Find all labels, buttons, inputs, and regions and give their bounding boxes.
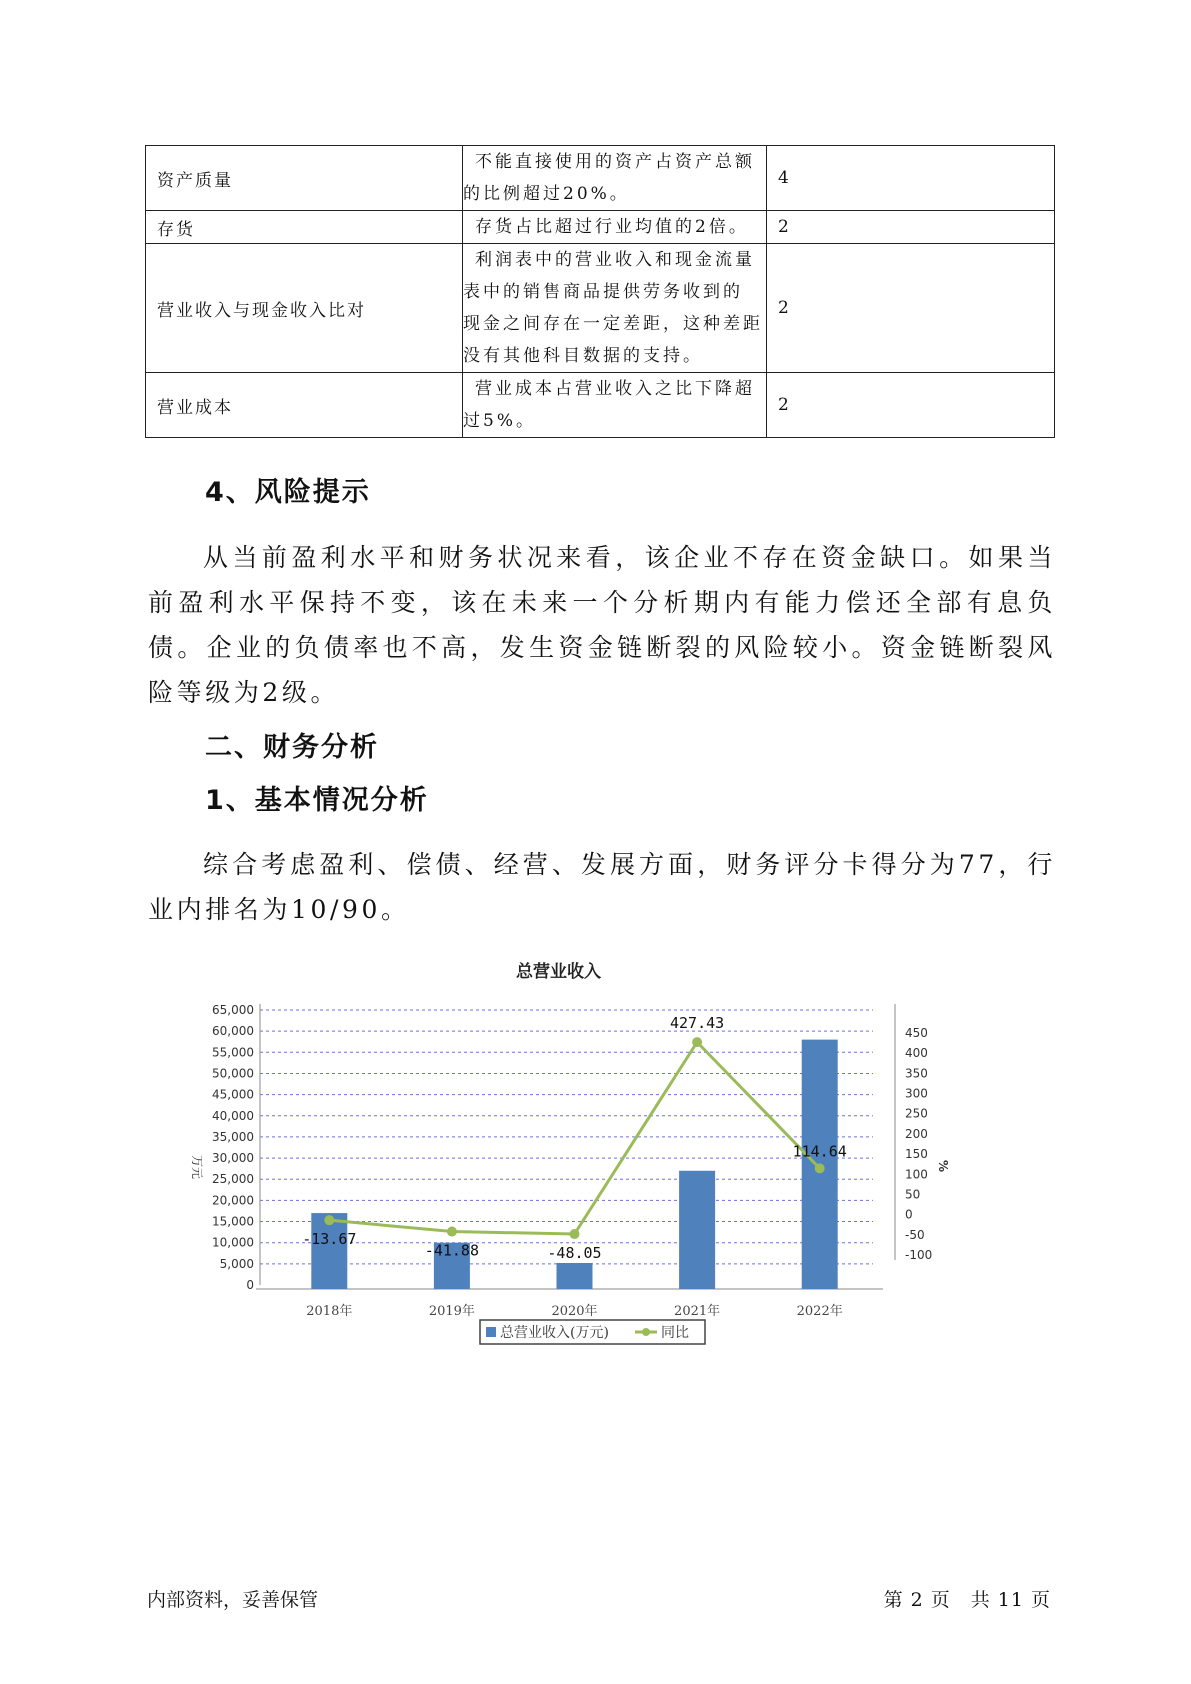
y-tick-label: 40,000 [212,1108,254,1123]
table-cell-score: 4 [767,146,1055,211]
table-cell-item: 营业收入与现金收入比对 [146,244,463,373]
x-tick-label: 2018年 [306,1304,353,1319]
description-line: 现金之间存在一定差距，这种差距 [463,314,763,334]
table-cell-score: 2 [767,244,1055,373]
basic-analysis-paragraph: 综合考虑盈利、偿债、经营、发展方面，财务评分卡得分为77，行业内排名为10/90。 [148,850,1056,924]
table-cell-item: 营业成本 [146,373,463,438]
table-cell-score: 2 [767,211,1055,244]
description-line: 过5%。 [463,411,536,431]
y2-tick-label: 200 [905,1126,928,1141]
table-row [146,373,1055,438]
y2-tick-label: 150 [905,1147,928,1162]
y-tick-label: 5,000 [219,1256,254,1271]
y2-tick-label: 0 [905,1207,913,1222]
risk-paragraph: 从当前盈利水平和财务状况来看，该企业不存在资金缺口。如果当前盈利水平保持不变，该在未来一个分析期内有能力偿还全部有息负债。企业的负债率也不高，发生资金链断裂的风险较小。资金链断裂风险等级为2级。 [148,543,1056,707]
table-row [146,244,1055,373]
point-yoy [447,1227,457,1237]
legend-label-yoy: 同比 [661,1325,689,1341]
data-label-yoy: -41.88 [424,1241,479,1260]
table-cell-description [463,211,767,244]
y-tick-label: 45,000 [212,1087,254,1102]
description-line: 不能直接使用的资产占资产总额 [475,152,755,172]
legend-label-revenue: 总营业收入(万元) [500,1325,609,1341]
point-yoy [570,1229,580,1239]
point-yoy [692,1037,702,1047]
line-yoy [329,1042,819,1234]
x-tick-label: 2021年 [674,1304,721,1319]
description-line: 存货占比超过行业均值的2倍。 [475,217,749,237]
section-heading-finance: 二、财务分析 [205,732,379,763]
sub-heading-basic-analysis: 1、基本情况分析 [205,785,429,816]
point-yoy [324,1215,334,1225]
y2-tick-label: -100 [905,1248,933,1262]
y-tick-label: 60,000 [212,1024,254,1039]
description-line: 的比例超过20%。 [463,184,630,204]
table-cell-description [463,244,767,373]
y2-tick-label: -50 [905,1227,925,1242]
y-tick-label: 15,000 [212,1214,254,1229]
y-tick-label: 55,000 [212,1045,254,1060]
data-label-yoy: -13.67 [302,1230,357,1249]
table-cell-item: 存货 [146,211,463,244]
x-tick-label: 2020年 [551,1304,598,1319]
risk-indicator-table [145,145,1055,438]
y2-tick-label: 250 [905,1106,928,1121]
bar-revenue [557,1263,593,1289]
x-tick-label: 2022年 [796,1304,843,1319]
bar-revenue [679,1171,715,1289]
y2-tick-label: 400 [905,1046,928,1061]
data-label-yoy: 427.43 [670,1014,725,1033]
section-heading-risk: 4、风险提示 [205,477,371,508]
y2-tick-label: 300 [905,1086,928,1101]
table-row [146,211,1055,244]
y-tick-label: 10,000 [212,1235,254,1250]
y-tick-label: 35,000 [212,1129,254,1144]
table-cell-description [463,146,767,211]
y2-tick-label: 50 [905,1187,921,1202]
footer-page-number: 第 2 页 共 11 页 [883,1589,1051,1611]
legend-marker-yoy [642,1328,650,1336]
table-cell-item: 资产质量 [146,146,463,211]
chart-title: 总营业收入 [516,962,601,982]
x-tick-label: 2019年 [428,1304,475,1319]
y2-tick-label: 100 [905,1167,928,1182]
point-yoy [815,1163,825,1173]
table-cell-description [463,373,767,438]
data-label-yoy: 114.64 [792,1142,847,1161]
description-line: 表中的销售商品提供劳务收到的 [463,282,743,302]
y2-axis-title: % [936,1160,950,1173]
y-tick-label: 25,000 [212,1172,254,1187]
y2-tick-label: 350 [905,1066,928,1081]
y-tick-label: 65,000 [212,1003,254,1017]
y-tick-label: 20,000 [212,1193,254,1208]
description-line: 利润表中的营业收入和现金流量 [475,250,755,270]
legend-swatch-revenue [486,1327,496,1337]
y-axis-title: 万元 [190,1155,204,1180]
y-tick-label: 30,000 [212,1151,254,1166]
y-tick-label: 50,000 [212,1066,254,1081]
description-line: 没有其他科目数据的支持。 [463,346,703,366]
y2-tick-label: 450 [905,1026,928,1040]
y-tick-label: 0 [246,1278,254,1292]
footer-confidential: 内部资料，妥善保管 [147,1589,319,1611]
table-cell-score: 2 [767,373,1055,438]
description-line: 营业成本占营业收入之比下降超 [475,379,755,399]
revenue-chart [175,955,955,1405]
table-row [146,146,1055,211]
data-label-yoy: -48.05 [547,1244,602,1263]
